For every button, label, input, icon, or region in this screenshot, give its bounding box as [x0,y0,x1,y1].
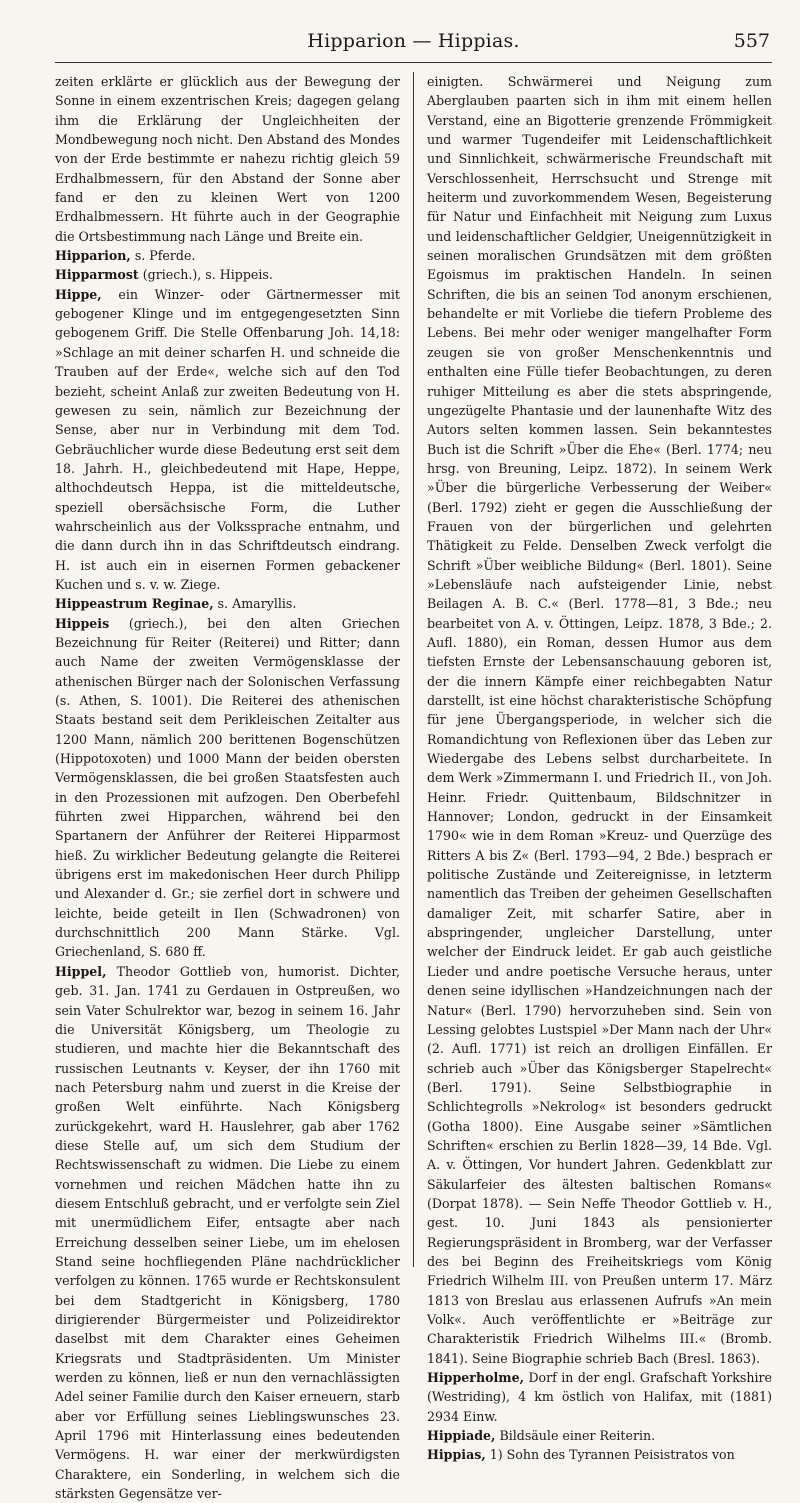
entry-text: s. Amaryllis. [213,596,297,612]
headword: Hippiade, [427,1428,496,1444]
text-columns [55,72,772,1502]
entry-hippeis [55,614,400,962]
page-header [55,22,772,63]
entry-text: (griech.), s. Hippeis. [138,267,273,283]
entry-hippiade [427,1426,772,1445]
entry-text: Dorf in der engl. Grafschaft Yorkshire (Westriding), 4 km östlich von Halifax, mit (1881) 2934 Einw. [427,1370,772,1424]
entry-hipperholme [427,1368,772,1426]
headword: Hippe, [55,286,102,302]
entry-text: 1) Sohn des Tyrannen Peisistratos von [485,1447,735,1463]
entry-text: Bildsäule einer Reiterin. [495,1428,656,1444]
entry-hipparmost [55,265,400,284]
headword: Hippel, [55,963,107,979]
headword: Hippeis [55,615,110,631]
entry-text: (griech.), bei den alten Griechen Bezeichnung für Reiter (Reiterei) und Ritter; dann auch Name der zweiten Vermögensklasse der athenischen Bürger nach der Solonischen Verfassung (s. Athen, S. 1001). Die Reiterei des athenischen Staats bestand seit dem Perikleischen Zeitalter aus 1200 Mann, nämlich 200 berittenen Bogenschützen (Hippotoxoten) und 1000 Mann der beiden obersten Vermögensklassen, die bei großen Staatsfesten auch in den Prozessionen mit aufzogen. Den Oberbefehl führten zwei Hipparchen, während bei den Spartanern der Anführer der Reiterei Hipparmost hieß. Zu wirklicher Bedeutung gelangte die Reiterei übrigens erst im makedonischen Heer durch Philipp und Alexander d. Gr.; sie zerfiel dort in schwere und leichte, beide geteilt in Ilen (Schwadronen) von durchschnittlich 200 Mann Stärke. Vgl. Griechenland, S. 680 ff. [55,615,400,960]
column-divider [413,72,414,1267]
right-column [427,72,772,1463]
entry-hipparion [55,246,400,265]
page-number: 557 [733,30,770,52]
headword: Hippeastrum Reginae, [55,596,214,612]
entry-hippe [55,285,400,595]
entry-hippias [427,1445,772,1464]
entry-text: ein Winzer- oder Gärtnermesser mit gebogener Klinge und im entgegengesetzten Sinn gebogenem Griff. Die Stelle Offenbarung Joh. 14,18: »Schlage an mit deiner scharfen H. und schneide die Trauben auf der Erde«, welche sich auf den Tod bezieht, scheint Anlaß zur zweiten Bedeutung von H. gewesen zu sein, nämlich zur Bezeichnung der Sense, aber nur in Verbindung mit dem Tod. Gebräuchlicher wurde diese Bedeutung erst seit dem 18. Jahrh. H., gleichbedeutend mit Hape, Heppe, althochdeutsch Heppa, ist die mitteldeutsche, speziell obersächsische Form, die Luther wahrscheinlich aus der Volkssprache entnahm, und die dann durch ihn in das Schriftdeutsch eindrang. H. ist auch ein in eisernen Formen gebackener Kuchen und s. v. w. Ziege. [55,286,400,592]
entry-hippel [55,962,400,1503]
headword: Hipparmost [55,267,139,283]
paragraph: zeiten erklärte er glücklich aus der Bewegung der Sonne in einem exzentrischen Kreis; dagegen gelang ihm die Erklärung der Ungleichheiten der Mondbewegung noch nicht. Den Abstand des Mondes von der Erde bestimmte er nahezu richtig gleich 59 Erdhalbmessern, für den Abstand der Sonne aber fand er den zu kleinen Wert von 1200 Erdhalbmessern. Ht führte auch in der Geographie die Ortsbestimmung nach Länge und Breite ein. [55,74,400,244]
entry-text: Theodor Gottlieb von, humorist. Dichter, geb. 31. Jan. 1741 zu Gerdauen in Ostpreußen, wo sein Vater Schulrektor war, bezog in seinem 16. Jahr die Universität Königsberg, um Theologie zu studieren, und machte hier die Bekanntschaft des russischen Leutnants v. Keyser, der ihn 1760 mit nach Petersburg nahm und zuerst in die Kreise der großen Welt einführte. Nach Königsberg zurückgekehrt, ward H. Hauslehrer, gab aber 1762 diese Stelle auf, um sich dem Studium der Rechtswissenschaft zu widmen. Die Liebe zu einem vornehmen und reichen Mädchen hatte ihn zu diesem Entschluß gebracht, und er verfolgte sein Ziel mit unermüdlichem Eifer, entsagte aber nach Erreichung desselben seiner Liebe, um im ehelosen Stand seine hochfliegenden Pläne nachdrücklicher verfolgen zu können. 1765 wurde er Rechtskonsulent bei dem Stadtgericht in Königsberg, 1780 dirigierender Bürgermeister und Polizeidirektor daselbst mit dem Charakter eines Geheimen Kriegsrats und Stadtpräsidenten. Um Minister werden zu können, ließ er nun den vernachlässigten Adel seiner Familie durch den Kaiser erneuern, starb aber vor Erfüllung seines Lieblingswunsches 23. April 1796 mit Hinterlassung eines bedeutenden Vermögens. H. war einer der merkwürdigsten Charaktere, ein Sonderling, in welchem sich die stärksten Gegensätze ver- [55,963,400,1502]
left-column [55,72,400,1502]
headword: Hipperholme, [427,1370,525,1386]
paragraph: einigten. Schwärmerei und Neigung zum Aberglauben paarten sich in ihm mit einem hellen Verstand, eine an Bigotterie grenzende Frömmigkeit und warmer Tugendeifer mit Leidenschaftlichkeit und Sinnlichkeit, schwärmerische Freundschaft mit Verschlossenheit, Herrschsucht und Strenge mit heiterm und zuvorkommendem Wesen, Begeisterung für Natur und Einfachheit mit Neigung zum Luxus und leidenschaftlicher Geldgier, Uneigennützigkeit in seinen moralischen Grundsätzen mit dem größten Egoismus im praktischen Handeln. In seinen Schriften, die bis an seinen Tod anonym erschienen, behandelte er mit Vorliebe die tiefern Probleme des Lebens. Bei mehr oder weniger mangelhafter Form zeugen sie von großer Menschenkenntnis und enthalten eine Fülle tiefer Beobachtungen, zu deren ruhiger Mitteilung es aber die stets abspringende, ungezügelte Phantasie und der launenhafte Witz des Autors selten kommen lassen. Sein bekanntestes Buch ist die Schrift »Über die Ehe« (Berl. 1774; neu hrsg. von Breuning, Leipz. 1872). In seinem Werk »Über die bürgerliche Verbesserung der Weiber« (Berl. 1792) zieht er gegen die Ausschließung der Frauen von der bürgerlichen und gelehrten Thätigkeit zu Felde. Denselben Zweck verfolgt die Schrift »Über weibliche Bildung« (Berl. 1801). Seine »Lebensläufe nach aufsteigender Linie, nebst Beilagen A. B. C.« (Berl. 1778—81, 3 Bde.; neu bearbeitet von A. v. Öttingen, Leipz. 1878, 3 Bde.; 2. Aufl. 1880), ein Roman, dessen Humor aus dem tiefsten Ernste der Lebensanschauung geboren ist, der die innern Kämpfe einer reichbegabten Natur darstellt, ist eine höchst charakteristische Schöpfung für jene Übergangsperiode, in welcher sich die Romandichtung von Reflexionen über das Leben zur Wiedergabe des Lebens selbst durcharbeitete. In dem Werk »Zimmermann I. und Friedrich II., von Joh. Heinr. Friedr. Quittenbaum, Bildschnitzer in Hannover; London, gedruckt in der Einsamkeit 1790« wie in dem Roman »Kreuz- und Querzüge des Ritters A bis Z« (Berl. 1793—94, 2 Bde.) besprach er politische Zustände und Zeitereignisse, in letzterm namentlich das Treiben der geheimen Gesellschaften damaliger Zeit, mit scharfer Satire, aber in abspringender, ungleicher Darstellung, unter welcher der Eindruck leidet. Er gab auch geistliche Lieder und andre poetische Versuche heraus, unter denen seine idyllischen »Handzeichnungen nach der Natur« (Berl. 1790) hervorzuheben sind. Sein von Lessing gelobtes Lustspiel »Der Mann nach der Uhr« (2. Aufl. 1771) ist reich an drolligen Einfällen. Er schrieb auch »Über das Königsberger Stapelrecht« (Berl. 1791). Seine Selbstbiographie in Schlichtegrolls »Nekrolog« ist besonders gedruckt (Gotha 1800). Eine Ausgabe seiner »Sämtlichen Schriften« erschien zu Berlin 1828—39, 14 Bde. Vgl. A. v. Öttingen, Vor hundert Jahren. Gedenkblatt zur Säkularfeier des ältesten baltischen Romans« (Dorpat 1878). — Sein Neffe Theodor Gottlieb v. H., gest. 10. Juni 1843 als pensionierter Regierungspräsident in Bromberg, war der Verfasser des bei Beginn des Freiheitskriegs vom König Friedrich Wilhelm III. von Preußen unterm 17. März 1813 von Breslau aus erlassenen Aufrufs »An mein Volk«. Auch veröffentlichte er »Beiträge zur Charakteristik Friedrich Wilhelms III.« (Bromb. 1841). Seine Biographie schrieb Bach (Bresl. 1863). [427,74,772,1366]
page-title: Hipparion — Hippias. [307,30,520,52]
entry-hippeastrum [55,594,400,613]
headword: Hipparion, [55,248,131,264]
entry-text: s. Pferde. [130,248,196,264]
headword: Hippias, [427,1447,486,1463]
